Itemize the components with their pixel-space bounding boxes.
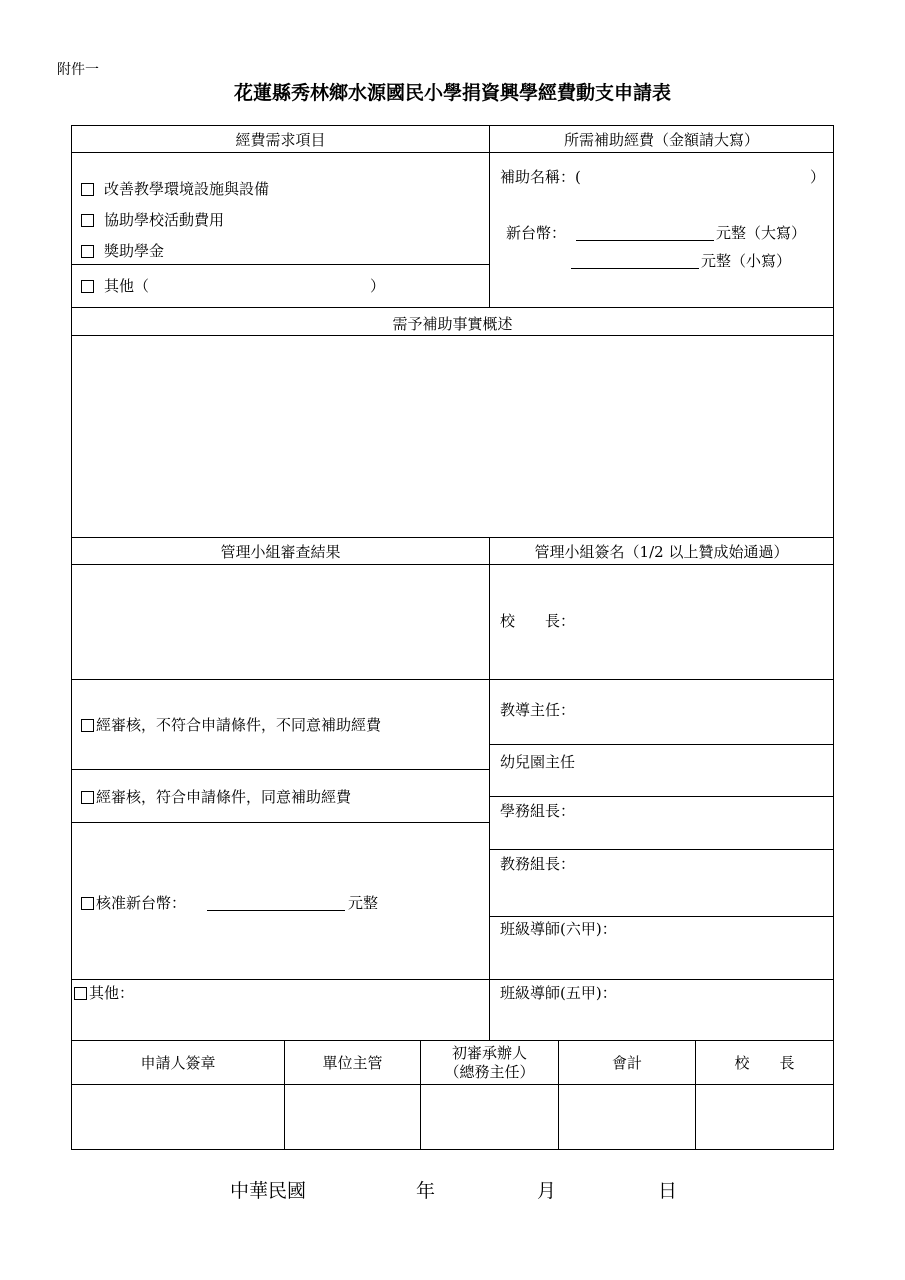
committee-signature-header: 管理小組簽名（1/2 以上贊成始通過） bbox=[534, 543, 789, 561]
checkbox[interactable] bbox=[81, 791, 94, 804]
date-era: 中華民國 bbox=[230, 1180, 307, 1202]
signer-teacher-5a: 班級導師(五甲)： bbox=[500, 984, 617, 1002]
date-day: 日 bbox=[658, 1180, 678, 1202]
facts-summary-header: 需予補助事實概述 bbox=[392, 315, 513, 333]
amount-upper-line[interactable] bbox=[576, 240, 714, 241]
date-year: 年 bbox=[416, 1180, 436, 1202]
col-principal: 校 長 bbox=[734, 1054, 795, 1072]
checkbox[interactable] bbox=[81, 214, 94, 227]
sign-box-initial-reviewer[interactable] bbox=[421, 1085, 558, 1149]
option-other[interactable]: 其他： bbox=[74, 984, 134, 1002]
item-improve-environment[interactable]: 改善教學環境設施與設備 bbox=[81, 180, 269, 198]
facts-summary-area[interactable] bbox=[72, 336, 833, 536]
col-general-affairs: （總務主任） bbox=[444, 1063, 535, 1081]
item-other-close: ） bbox=[370, 277, 386, 295]
sign-box-unit-supervisor[interactable] bbox=[285, 1085, 420, 1149]
checkbox[interactable] bbox=[81, 719, 94, 732]
col-applicant-signature: 申請人簽章 bbox=[140, 1054, 216, 1072]
signer-student-affairs: 學務組長： bbox=[500, 802, 576, 820]
subsidy-amount-header: 所需補助經費（金額請大寫） bbox=[563, 131, 759, 149]
sign-box-applicant[interactable] bbox=[72, 1085, 284, 1149]
ntd-label: 新台幣： bbox=[506, 224, 567, 242]
amount-lower-suffix: 元整（小寫） bbox=[701, 252, 792, 270]
amount-upper-suffix: 元整（大寫） bbox=[716, 224, 807, 242]
checkbox[interactable] bbox=[81, 897, 94, 910]
review-result-header: 管理小組審查結果 bbox=[220, 543, 341, 561]
signer-teaching-affairs: 教務組長： bbox=[500, 855, 576, 873]
option-approve[interactable]: 經審核，符合申請條件，同意補助經費 bbox=[81, 788, 351, 806]
attachment-label: 附件一 bbox=[57, 62, 99, 78]
item-school-activities[interactable]: 協助學校活動費用 bbox=[81, 211, 224, 229]
checkbox[interactable] bbox=[81, 183, 94, 196]
signer-teacher-6a: 班級導師(六甲)： bbox=[500, 920, 617, 938]
form-title: 花蓮縣秀林鄉水源國民小學捐資興學經費動支申請表 bbox=[233, 82, 671, 104]
needs-items-header: 經費需求項目 bbox=[235, 131, 326, 149]
subsidy-name-label: 補助名稱：( bbox=[500, 168, 581, 186]
sign-box-accounting[interactable] bbox=[559, 1085, 695, 1149]
signer-principal: 校 長： bbox=[500, 612, 576, 630]
item-other[interactable]: 其他（ bbox=[81, 277, 149, 295]
checkbox[interactable] bbox=[74, 987, 87, 1000]
option-reject[interactable]: 經審核，不符合申請條件，不同意補助經費 bbox=[81, 716, 381, 734]
item-scholarship[interactable]: 獎助學金 bbox=[81, 242, 164, 260]
date-month: 月 bbox=[537, 1180, 557, 1202]
checkbox[interactable] bbox=[81, 245, 94, 258]
approved-amount-line[interactable] bbox=[207, 910, 345, 911]
checkbox[interactable] bbox=[81, 280, 94, 293]
col-accounting: 會計 bbox=[611, 1054, 642, 1072]
sign-box-principal[interactable] bbox=[696, 1085, 833, 1149]
approved-amount-suffix: 元整 bbox=[348, 894, 379, 912]
col-initial-reviewer: 初審承辦人 bbox=[451, 1044, 527, 1062]
col-unit-supervisor: 單位主管 bbox=[322, 1054, 383, 1072]
subsidy-name-close: ） bbox=[810, 168, 826, 186]
signer-kindergarten-director: 幼兒園主任 bbox=[500, 753, 576, 771]
review-result-area[interactable] bbox=[72, 565, 489, 678]
signer-academic-director: 教導主任： bbox=[500, 701, 576, 719]
option-approved-amount[interactable]: 核准新台幣： bbox=[81, 894, 186, 912]
amount-lower-line[interactable] bbox=[571, 268, 699, 269]
